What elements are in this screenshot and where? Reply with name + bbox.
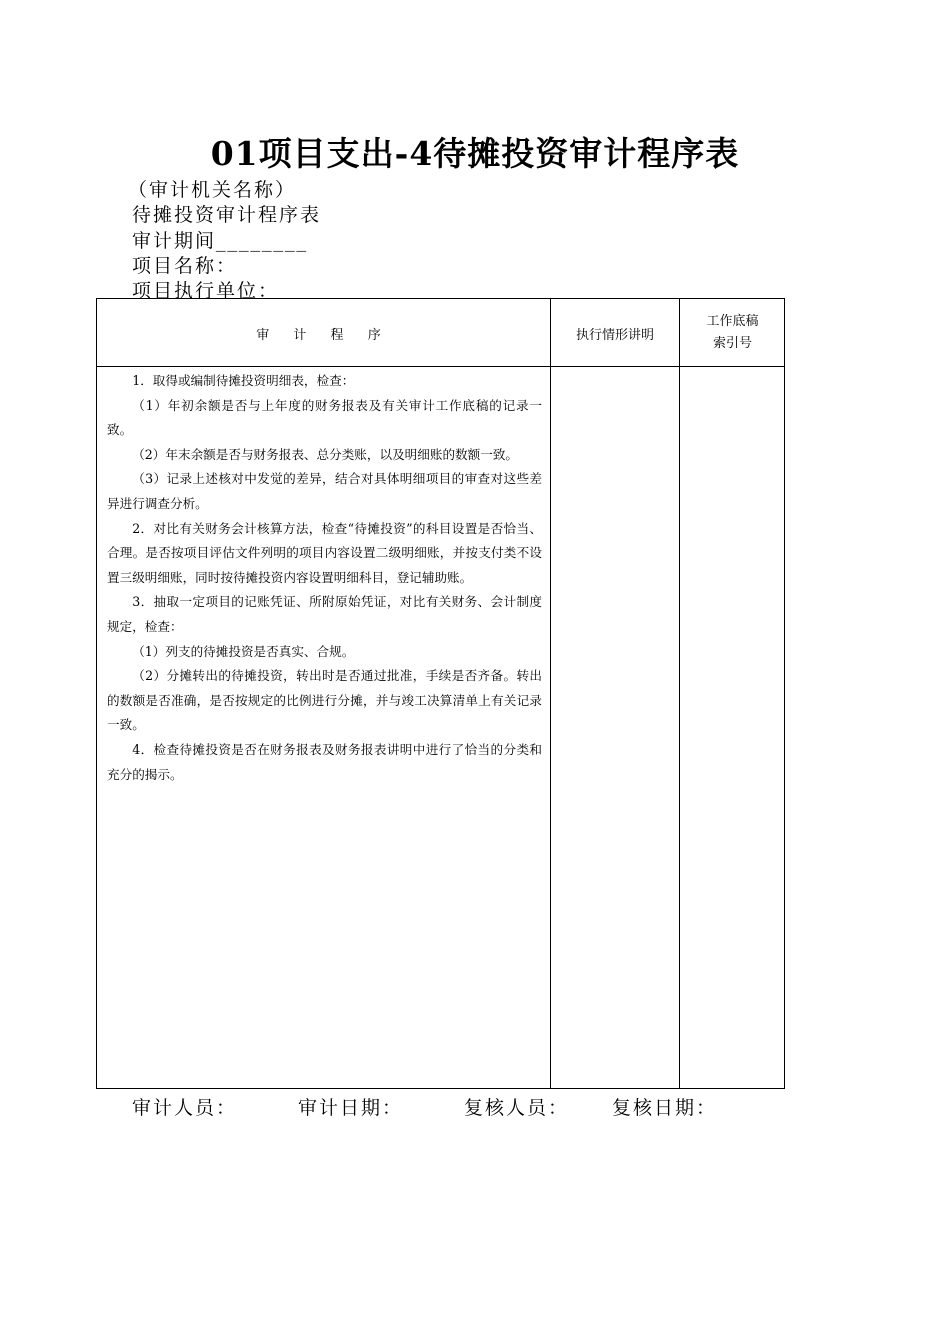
reviewer-label: 复核人员： xyxy=(464,1097,570,1119)
procedure-item: （2）年末余额是否与财务报表、总分类账，以及明细账的数额一致。 xyxy=(132,446,519,462)
procedure-item: 2．对比有关财务会计核算方法，检查“待摊投资”的科目设置是否恰当、合理。是否按项目评估文件列明的项目内容设置二级明细账，并按支付类不设置三级明细账，同时按待摊投资内容设置明细科目，登记辅助账。 xyxy=(107,520,542,585)
procedure-item: 3．抽取一定项目的记账凭证、所附原始凭证，对比有关财务、会计制度规定，检查： xyxy=(107,594,542,634)
procedure-item: （1）列支的待摊投资是否真实、合规。 xyxy=(132,643,355,659)
audit-period: 审计期间________ xyxy=(132,230,309,252)
procedure-item: 1．取得或编制待摊投资明细表，检查： xyxy=(132,373,355,388)
audit-agency-name: （审计机关名称） xyxy=(128,179,297,201)
procedure-item: （1）年初余额是否与上年度的财务报表及有关审计工作底稿的记录一致。 xyxy=(107,397,542,438)
column-divider xyxy=(679,299,680,1088)
header-execution-notes: 执行情形讲明 xyxy=(575,328,654,343)
header-procedure: 审 计 程 序 xyxy=(256,328,391,343)
procedure-list xyxy=(107,369,542,787)
auditor-label: 审计人员： xyxy=(132,1097,238,1119)
procedure-item: （3）记录上述核对中发觉的差异，结合对具体明细项目的审查对这些差异进行调查分析。 xyxy=(107,471,542,511)
audit-procedure-table xyxy=(96,298,785,1089)
project-name-label: 项目名称： xyxy=(132,255,238,277)
procedure-item: （2）分摊转出的待摊投资，转出时是否通过批准，手续是否齐备。转出的数额是否准确，是否按规定的比例进行分摊，并与竣工决算清单上有关记录一致。 xyxy=(107,668,542,733)
audit-date-label: 审计日期： xyxy=(298,1097,404,1119)
header-workpaper-index-line1: 工作底稿 xyxy=(706,314,759,329)
form-name: 待摊投资审计程序表 xyxy=(132,204,322,226)
executing-unit-label: 项目执行单位： xyxy=(132,280,280,302)
header-divider xyxy=(97,366,784,367)
column-divider xyxy=(550,299,551,1088)
header-workpaper-index xyxy=(680,311,785,355)
header-workpaper-index-line2: 索引号 xyxy=(712,336,752,351)
review-date-label: 复核日期： xyxy=(612,1097,718,1119)
procedure-item: 4．检查待摊投资是否在财务报表及财务报表讲明中进行了恰当的分类和充分的揭示。 xyxy=(107,741,542,782)
page-title: 01项目支出-4待摊投资审计程序表 xyxy=(210,134,740,173)
